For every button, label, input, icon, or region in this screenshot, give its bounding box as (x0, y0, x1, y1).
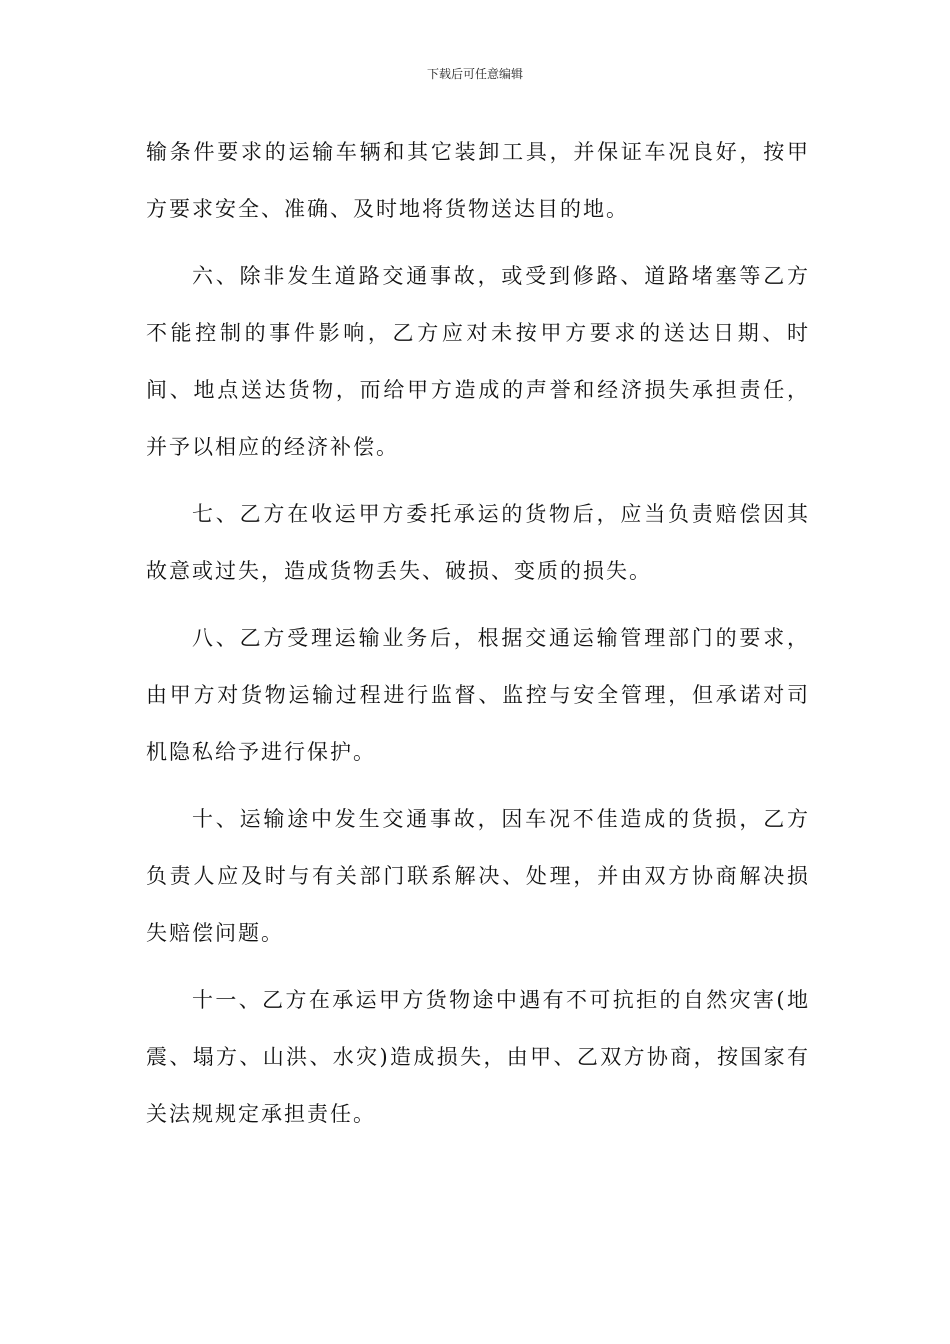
paragraph-clause-11: 十一、乙方在承运甲方货物途中遇有不可抗拒的自然灾害(地震、塌方、山洪、水灾)造成损失，由甲、乙双方协商，按国家有关法规规定承担责任。 (146, 988, 810, 1126)
document-body (146, 124, 810, 1143)
page-header: 下载后可任意编辑 (426, 67, 523, 81)
paragraph-clause-10: 十、运输途中发生交通事故，因车况不佳造成的货损，乙方负责人应及时与有关部门联系解决、处理，并由双方协商解决损失赔偿问题。 (146, 807, 810, 945)
paragraph-clause-6: 六、除非发生道路交通事故，或受到修路、道路堵塞等乙方不能控制的事件影响，乙方应对未按甲方要求的送达日期、时间、地点送达货物，而给甲方造成的声誉和经济损失承担责任，并予以相应的经济补偿。 (146, 264, 810, 459)
paragraph-continuation: 输条件要求的运输车辆和其它装卸工具，并保证车况良好，按甲方要求安全、准确、及时地将货物送达目的地。 (146, 140, 810, 221)
paragraph-clause-7: 七、乙方在收运甲方委托承运的货物后，应当负责赔偿因其故意或过失，造成货物丢失、破损、变质的损失。 (146, 502, 810, 583)
paragraph-clause-8: 八、乙方受理运输业务后，根据交通运输管理部门的要求，由甲方对货物运输过程进行监督、监控与安全管理，但承诺对司机隐私给予进行保护。 (146, 626, 810, 764)
